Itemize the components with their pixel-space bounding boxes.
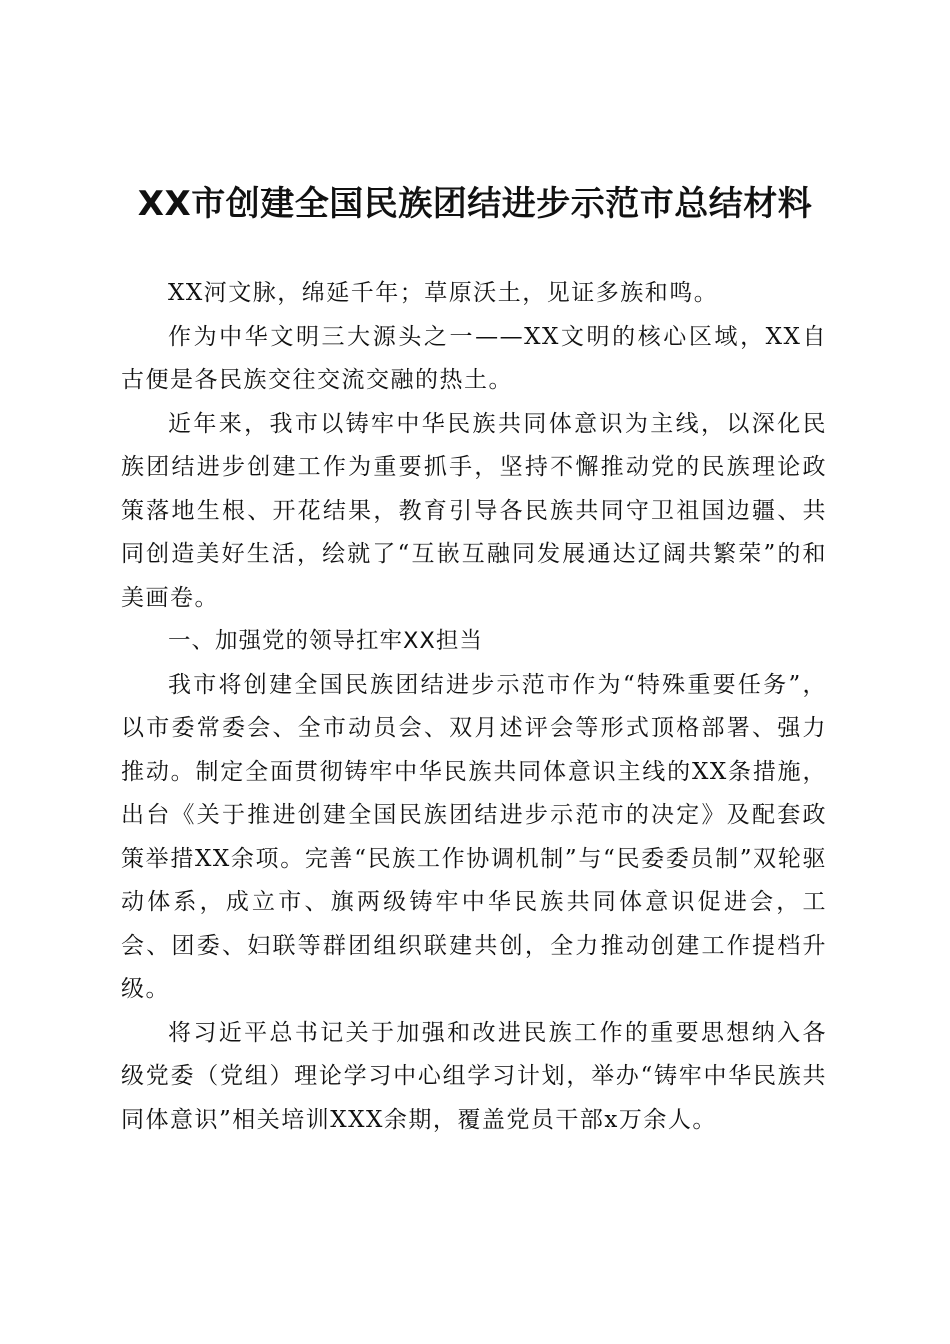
intro-paragraph-1: XX河文脉，绵延千年；草原沃土，见证多族和鸣。: [168, 280, 719, 306]
intro-paragraph-2: 作为中华文明三大源头之一——XX文明的核心区域，XX自古便是各民族交往交流交融的热土。: [121, 323, 827, 393]
document-body: [121, 272, 827, 1142]
document-title: XX市创建全国民族团结进步示范市总结材料: [137, 184, 813, 224]
section-1-heading: 一、加强党的领导扛牢XX担当: [168, 628, 483, 654]
intro-paragraph-3: 近年来，我市以铸牢中华民族共同体意识为主线，以深化民族团结进步创建工作为重要抓手，坚持不懈推动党的民族理论政策落地生根、开花结果，教育引导各民族共同守卫祖国边疆、共同创造美好生活，绘就了“互嵌互融同发展通达辽阔共繁荣”的和美画卷。: [121, 410, 827, 611]
section-1-paragraph-2: 将习近平总书记关于加强和改进民族工作的重要思想纳入各级党委（党组）理论学习中心组学习计划，举办“铸牢中华民族共同体意识”相关培训XXX余期，覆盖党员干部x万余人。: [121, 1019, 827, 1133]
section-1-paragraph-1: 我市将创建全国民族团结进步示范市作为“特殊重要任务”，以市委常委会、全市动员会、双月述评会等形式顶格部署、强力推动。制定全面贯彻铸牢中华民族共同体意识主线的XX条措施，出台《关于推进创建全国民族团结进步示范市的决定》及配套政策举措XX余项。完善“民族工作协调机制”与“民委委员制”双轮驱动体系，成立市、旗两级铸牢中华民族共同体意识促进会，工会、团委、妇联等群团组织联建共创，全力推动创建工作提档升级。: [121, 671, 827, 1002]
